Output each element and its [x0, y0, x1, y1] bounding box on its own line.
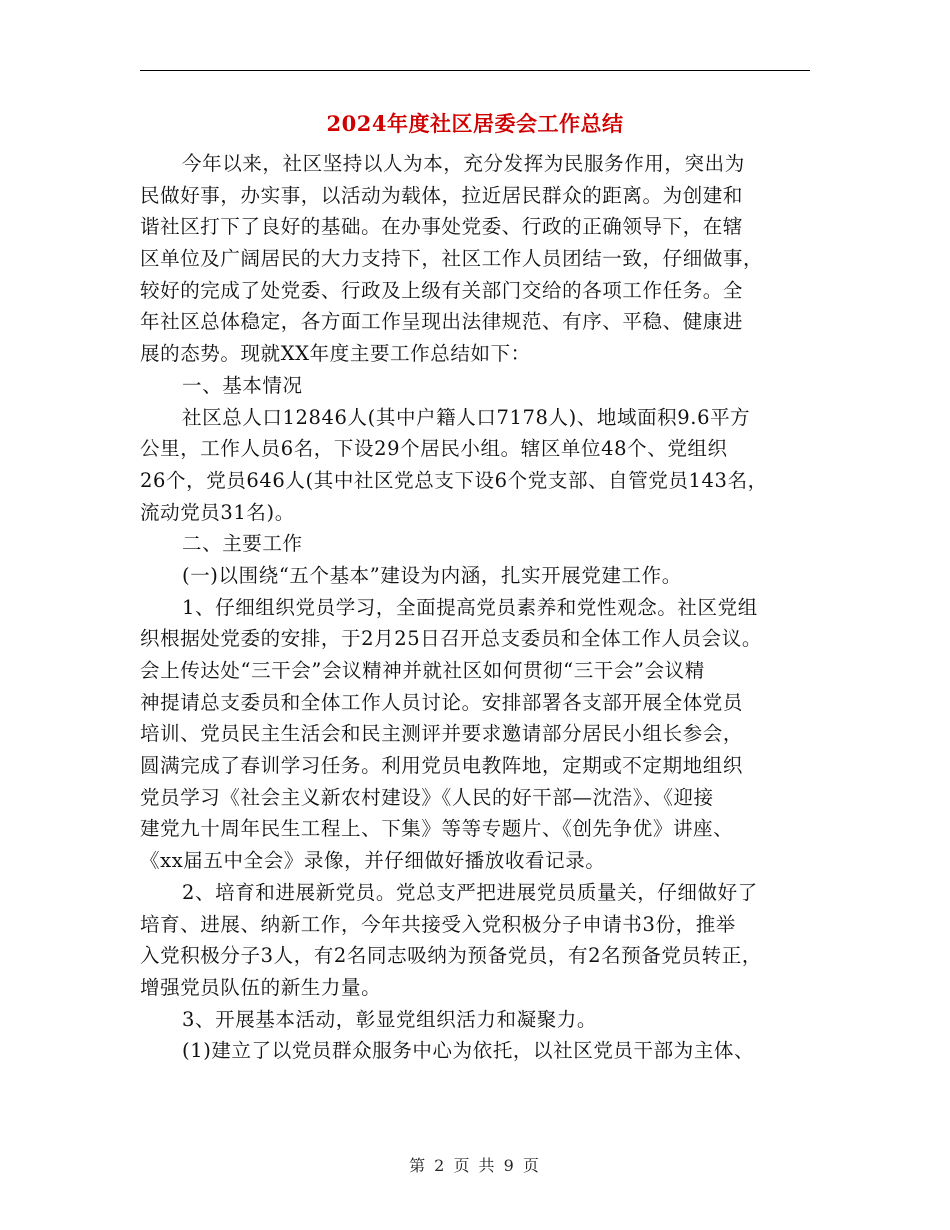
paragraph-line: 一、基本情况	[182, 373, 303, 397]
paragraph-line: 入党积极分子3人，有2名同志吸纳为预备党员，有2名预备党员转正，	[140, 944, 762, 968]
page-footer: 第 2 页 共 9 页	[409, 1156, 541, 1175]
paragraph-line: 神提请总支委员和全体工作人员讨论。安排部署各支部开展全体党员	[140, 690, 744, 714]
document-title: 2024年度社区居委会工作总结	[326, 111, 624, 136]
paragraph-line: 二、主要工作	[182, 532, 303, 556]
paragraph-line: 3、开展基本活动，彰显党组织活力和凝聚力。	[182, 1007, 598, 1031]
paragraph-line: 谐社区打下了良好的基础。在办事处党委、行政的正确领导下，在辖	[140, 215, 744, 239]
paragraph-line: 展的态势。现就XX年度主要工作总结如下：	[140, 342, 531, 366]
paragraph-line: 培育、进展、纳新工作，今年共接受入党积极分子申请书3份，推举	[140, 912, 736, 936]
paragraph-line: 公里，工作人员6名，下设29个居民小组。辖区单位48个、党组织	[140, 437, 728, 461]
paragraph-line: 较好的完成了处党委、行政及上级有关部门交给的各项工作任务。全	[140, 278, 744, 302]
paragraph-line: 圆满完成了春训学习任务。利用党员电教阵地，定期或不定期地组织	[140, 754, 744, 778]
paragraph-line: 流动党员31名)。	[140, 500, 295, 524]
paragraph-line: 党员学习《社会主义新农村建设》《人民的好干部—沈浩》、《迎接	[140, 785, 714, 809]
paragraph-line: 会上传达处“三干会”会议精神并就社区如何贯彻“三干会”会议精	[140, 659, 705, 682]
paragraph-line: 年社区总体稳定，各方面工作呈现出法律规范、有序、平稳、健康进	[140, 310, 744, 334]
paragraph-line: 1、仔细组织党员学习，全面提高党员素养和党性观念。社区党组	[182, 595, 758, 619]
document-body	[140, 148, 830, 1067]
paragraph-line: 织根据处党委的安排，于2月25日召开总支委员和全体工作人员会议。	[140, 627, 762, 651]
paragraph-line: 2、培育和进展新党员。党总支严把进展党员质量关，仔细做好了	[182, 880, 758, 904]
paragraph-line: 民做好事，办实事，以活动为载体，拉近居民群众的距离。为创建和	[140, 183, 744, 207]
paragraph-line: 今年以来，社区坚持以人为本，充分发挥为民服务作用，突出为	[182, 152, 745, 175]
header-rule	[140, 70, 810, 71]
paragraph-line: 《xx届五中全会》录像，并仔细做好播放收看记录。	[140, 849, 606, 873]
paragraph-line: 建党九十周年民生工程上、下集》等等专题片、《创先争优》讲座、	[140, 817, 734, 841]
paragraph-line: 26个，党员646人(其中社区党总支下设6个党支部、自管党员143名，	[140, 468, 768, 492]
paragraph-line: 社区总人口12846人(其中户籍人口7178人)、地域面积9.6平方	[182, 405, 751, 429]
paragraph-line: 区单位及广阔居民的大力支持下，社区工作人员团结一致，仔细做事，	[140, 247, 764, 271]
paragraph-line: 培训、党员民主生活会和民主测评并要求邀请部分居民小组长参会，	[140, 722, 744, 746]
paragraph-line: (1)建立了以党员群众服务中心为依托，以社区党员干部为主体、	[182, 1039, 755, 1063]
paragraph-line: 增强党员队伍的新生力量。	[140, 975, 382, 999]
paragraph-line: (一)以围绕“五个基本”建设为内涵，扎实开展党建工作。	[182, 563, 682, 587]
